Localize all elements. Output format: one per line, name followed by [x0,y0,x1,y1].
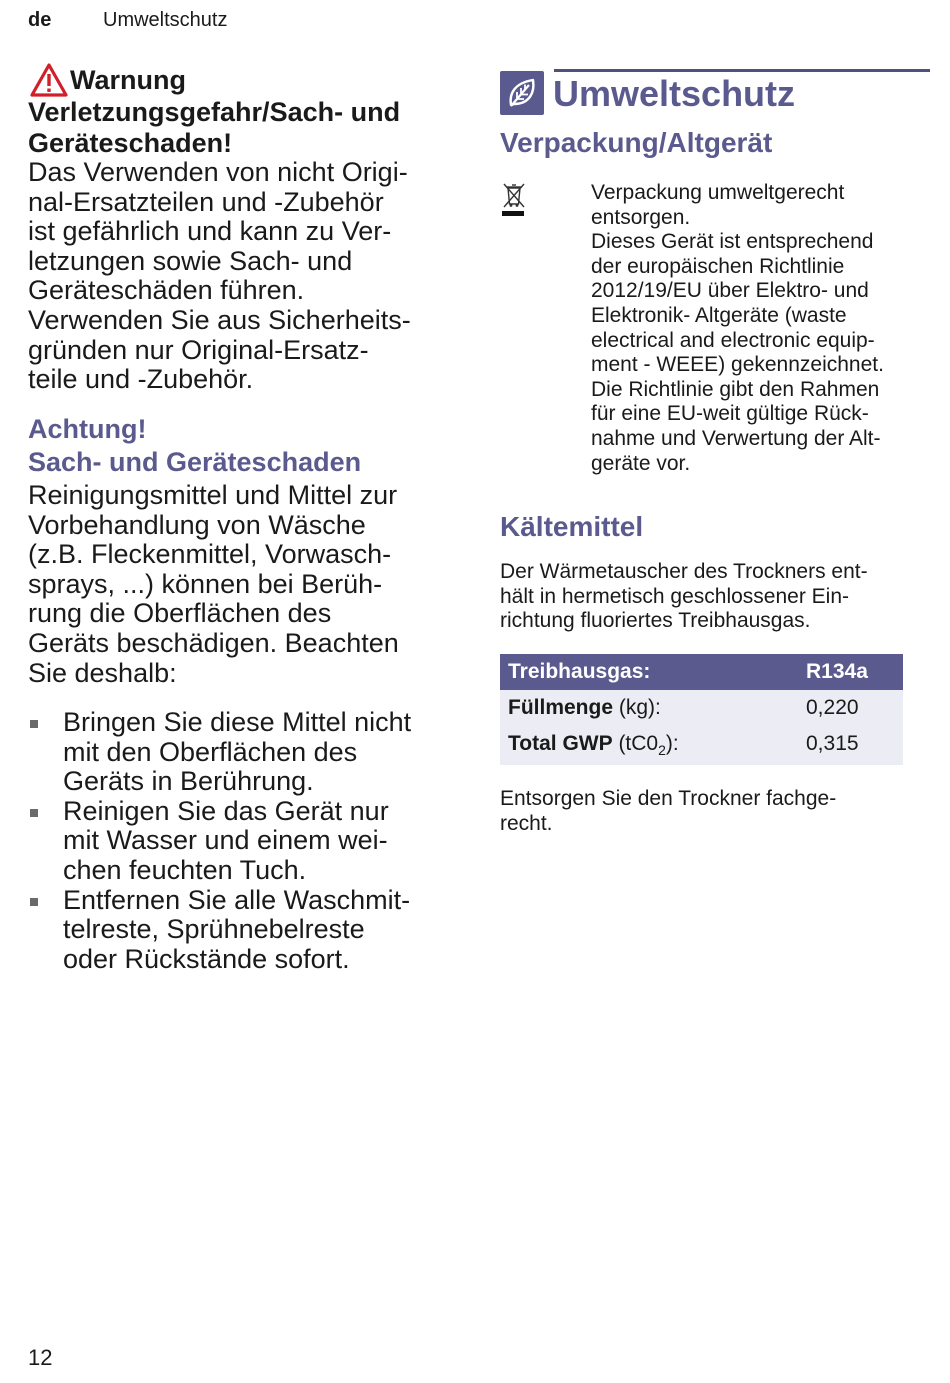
text-line: Verpackung umweltgerecht [591,181,845,204]
text-line: Dieses Gerät ist entsprechend [591,230,874,254]
text-line: oder Rückstände sofort. [63,943,350,974]
text-line: chen feuchten Tuch. [63,854,307,885]
text-line: ment - WEEE) gekennzeichnet. [591,353,884,377]
text-line: gründen nur Original-Ersatz- [28,334,369,365]
leaf-icon [500,71,544,115]
text-line: rung die Oberflächen des [28,598,332,629]
text-line: richtung fluoriertes Treibhausgas. [500,609,811,633]
section-title: Umweltschutz [553,73,796,114]
text-line: Der Wärmetauscher des Trockners ent- [500,560,868,583]
text-line: Die Richtlinie gibt den Rahmen [591,377,880,401]
unit-subscript: 2 [658,742,666,759]
caution-subtitle: Sach- und Geräteschaden [28,447,362,477]
warning-subtitle-line: Verletzungsgefahr/Sach- und [28,97,401,127]
text-line: ist gefährlich und kann zu Ver- [28,216,392,247]
bullet-square-icon [30,809,38,817]
text-line: Das Verwenden von nicht Origi- [28,157,408,187]
list-item [28,886,411,975]
table-row [500,726,903,762]
text-line: nal-Ersatzteilen und -Zubehör [28,186,384,217]
warning-subtitle-line: Geräteschaden! [28,128,233,158]
table-cell-key [508,696,661,720]
text-line: für eine EU-weit gültige Rück- [591,402,869,426]
fill-quantity-label: Füllmenge [508,696,614,719]
packaging-heading: Verpackung/Altgerät [500,127,773,158]
warning-heading [28,63,400,159]
table-cell-value: 0,315 [806,732,859,755]
packaging-text [591,181,884,476]
list-item [28,708,411,797]
text-line: 2012/19/EU über Elektro- und [591,279,869,303]
running-header-title: Umweltschutz [103,9,228,31]
text-line: telreste, Sprühnebelreste [63,914,365,945]
table-header-value: R134a [806,660,868,683]
text-line: electrical and electronic equip- [591,328,875,352]
bullet-square-icon [30,898,38,906]
unit-label: (kg): [613,696,661,719]
crossed-bin-icon [500,180,528,218]
caution-title: Achtung! [28,414,147,444]
text-line: entsorgen. [591,205,691,229]
text-line: Sie deshalb: [28,657,177,688]
text-line: teile und -Zubehör. [28,364,254,395]
disposal-text [500,787,836,836]
text-line: (z.B. Fleckenmittel, Vorwasch- [28,539,392,570]
table-cell-key [508,732,679,758]
unit-label: ): [665,732,679,755]
text-line: Elektronik- Altgeräte (waste [591,303,847,327]
text-line: Geräts in Berührung. [63,766,314,797]
text-line: Reinigungsmittel und Mittel zur [28,480,398,510]
table-cell-value: 0,220 [806,696,859,719]
refrigerant-heading: Kältemittel [500,511,644,542]
text-line: Reinigen Sie das Gerät nur [63,795,389,826]
caution-heading [28,413,361,479]
text-line: Geräts beschädigen. Beachten [28,627,399,658]
language-code: de [28,9,52,31]
table-header-row [500,654,903,690]
text-line: Vorbehandlung von Wäsche [28,509,366,540]
section-rule [554,69,930,72]
page-number: 12 [28,1345,53,1370]
text-line: mit den Oberflächen des [63,736,358,767]
text-line: nahme und Verwertung der Alt- [591,426,881,450]
text-line: geräte vor. [591,451,691,475]
list-item [28,797,411,886]
warning-text [28,158,411,395]
gwp-label: Total GWP [508,732,613,755]
table-header-key: Treibhausgas: [508,660,651,683]
text-line: letzungen sowie Sach- und [28,245,353,276]
text-line: recht. [500,811,553,835]
text-line: Verwenden Sie aus Sicherheits- [28,304,411,335]
table-row [500,690,903,726]
text-line: der europäischen Richtlinie [591,254,845,278]
text-line: hält in hermetisch geschlossener Ein- [500,584,850,608]
caution-text [28,481,399,688]
refrigerant-text [500,560,868,634]
warning-title: Warnung [70,64,186,95]
text-line: Geräteschäden führen. [28,275,305,306]
warning-triangle-icon [30,63,68,97]
text-line: mit Wasser und einem wei- [63,825,388,856]
text-line: Entfernen Sie alle Waschmit- [63,884,411,915]
caution-bullet-list [28,708,411,974]
unit-label: (tC0 [612,732,659,755]
text-line: Bringen Sie diese Mittel nicht [63,707,412,737]
bullet-square-icon [30,720,38,728]
text-line: Entsorgen Sie den Trockner fachge- [500,787,837,810]
text-line: sprays, ...) können bei Berüh- [28,568,383,599]
refrigerant-table [500,654,903,765]
